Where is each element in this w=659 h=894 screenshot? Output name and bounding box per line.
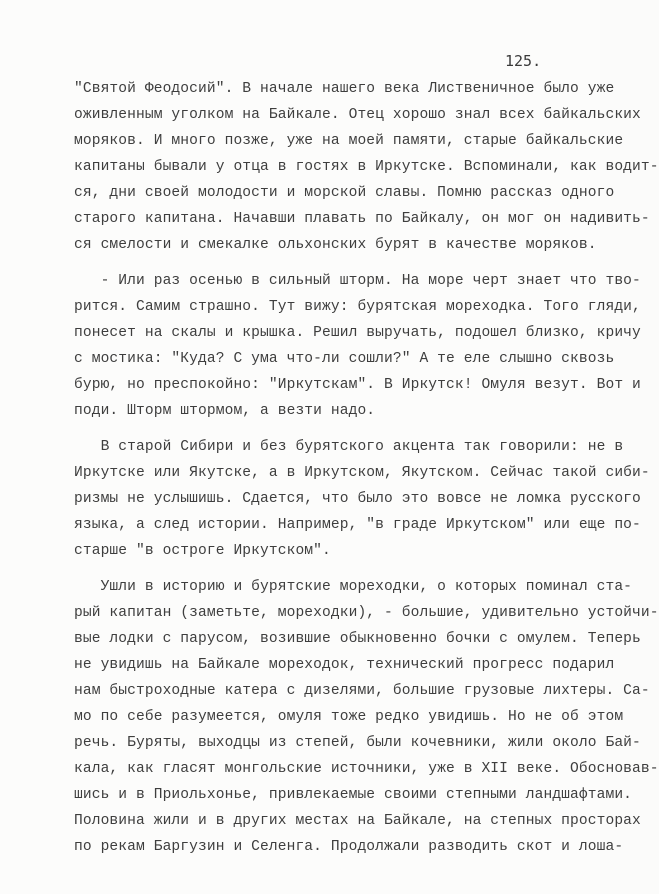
text-line: рится. Самим страшно. Тут вижу: бурятская мореходка. Того гляди, xyxy=(74,299,641,315)
text-line: языка, а след истории. Например, "в граде Иркутском" или еще по- xyxy=(74,517,641,533)
text-line: капитаны бывали у отца в гостях в Иркутске. Вспоминали, как водит- xyxy=(74,159,659,175)
text-line: "Святой Феодосий". В начале нашего века Лиственичное было уже xyxy=(74,81,615,97)
paragraph-gap xyxy=(74,564,584,574)
text-line: Ушли в историю и бурятские мореходки, о которых поминал ста- xyxy=(74,579,633,595)
text-line: понесет на скалы и крышка. Решил выручать, подошел близко, кричу xyxy=(74,325,641,341)
text-line: Половина жили и в других местах на Байкале, на степных просторах xyxy=(74,813,641,829)
text-line: речь. Буряты, выходцы из степей, были кочевники, жили около Бай- xyxy=(74,735,641,751)
text-line: не увидишь на Байкале мореходок, технический прогресс подарил xyxy=(74,657,615,673)
paragraph-4 xyxy=(74,574,659,860)
paragraph-gap xyxy=(74,258,584,268)
text-line: шись и в Приольхонье, привлекаемые своими степными ландшафтами. xyxy=(74,787,633,803)
text-line: В старой Сибири и без бурятского акцента так говорили: не в xyxy=(74,439,624,455)
text-line: с мостика: "Куда? С ума что-ли сошли?" А те еле слышно сквозь xyxy=(74,351,615,367)
text-line: бурю, но преспокойно: "Иркутскам". В Иркутск! Омуля везут. Вот и xyxy=(74,377,641,393)
text-line: ся смелости и смекалке ольхонских бурят в качестве моряков. xyxy=(74,237,597,253)
text-line: по рекам Баргузин и Селенга. Продолжали разводить скот и лоша- xyxy=(74,839,624,855)
text-line: вые лодки с парусом, возившие обыкновенно бочки с омулем. Теперь xyxy=(74,631,641,647)
text-line: ризмы не услышишь. Сдается, что было это вовсе не ломка русского xyxy=(74,491,641,507)
text-line: поди. Шторм штормом, а везти надо. xyxy=(74,403,376,419)
text-line: - Или раз осенью в сильный шторм. На море черт знает что тво- xyxy=(74,273,641,289)
text-line: Иркутске или Якутске, а в Иркутском, Якутском. Сейчас такой сиби- xyxy=(74,465,650,481)
text-line: ся, дни своей молодости и морской славы. Помню рассказ одного xyxy=(74,185,615,201)
paragraph-gap xyxy=(74,424,584,434)
paragraph-1 xyxy=(74,76,659,258)
paragraph-2 xyxy=(74,268,641,424)
text-line: оживленным уголком на Байкале. Отец хорошо знал всех байкальских xyxy=(74,107,641,123)
text-line: старше "в остроге Иркутском". xyxy=(74,543,331,559)
text-line: нам быстроходные катера с дизелями, большие грузовые лихтеры. Са- xyxy=(74,683,650,699)
text-line: рый капитан (заметьте, мореходки), - большие, удивительно устойчи- xyxy=(74,605,659,621)
text-line: кала, как гласят монгольские источники, уже в XII веке. Обосновав- xyxy=(74,761,659,777)
body-text xyxy=(74,76,659,860)
text-line: мо по себе разумеется, омуля тоже редко увидишь. Но не об этом xyxy=(74,709,624,725)
page-number: 125. xyxy=(505,52,542,70)
paragraph-3 xyxy=(74,434,650,564)
text-line: моряков. И много позже, уже на моей памяти, старые байкальские xyxy=(74,133,624,149)
text-line: старого капитана. Начавши плавать по Байкалу, он мог он надивить- xyxy=(74,211,650,227)
